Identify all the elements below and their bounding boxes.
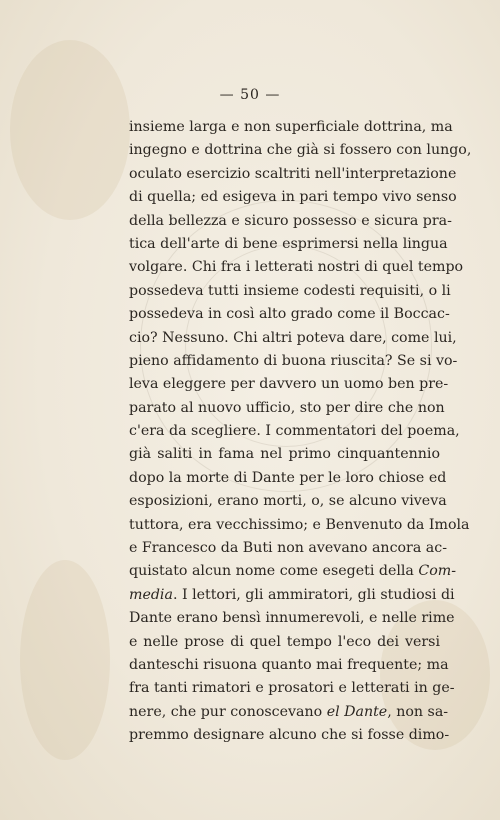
paper-stain xyxy=(10,40,130,220)
italic-text: Com- xyxy=(418,563,457,580)
text-line: già saliti in fama nel primo cinquantennio xyxy=(129,446,440,463)
text-line: quistato alcun nome come esegeti della Com- xyxy=(129,563,457,580)
text-line: danteschi risuona quanto mai frequente; ma xyxy=(129,656,449,673)
text-line: insieme larga e non superficiale dottrina, ma xyxy=(129,119,453,135)
italic-text: el Dante xyxy=(326,703,388,720)
text-line: parato al nuovo ufficio, sto per dire che non xyxy=(129,399,445,416)
text-line: tica dell'arte di bene esprimersi nella lingua xyxy=(129,235,448,252)
text-line: tuttora, era vecchissimo; e Benvenuto da Imola xyxy=(129,516,470,533)
text-line: di quella; ed esigeva in pari tempo vivo senso xyxy=(129,189,457,206)
text-line: della bellezza e sicuro possesso e sicura pra- xyxy=(129,212,452,229)
text-line: e nelle prose di quel tempo l'eco dei versi xyxy=(129,633,440,650)
text-line: nere, che pur conoscevano el Dante, non sa- xyxy=(129,703,449,720)
text-line: possedeva tutti insieme codesti requisiti, o li xyxy=(129,282,451,299)
text-line: pieno affidamento di buona riuscita? Se si vo- xyxy=(129,352,458,369)
text-line: dopo la morte di Dante per le loro chiose ed xyxy=(129,469,447,486)
text-line: possedeva in così alto grado come il Boccac- xyxy=(129,306,450,323)
text-line: Dante erano bensì innumerevoli, e nelle rime xyxy=(129,610,455,627)
text-line: volgare. Chi fra i letterati nostri di quel tempo xyxy=(129,259,464,276)
paper-stain xyxy=(20,560,110,760)
page-number: — 50 — xyxy=(219,87,281,103)
text-line: oculato esercizio scaltriti nell'interpretazione xyxy=(129,165,457,182)
text-line: e Francesco da Buti non avevano ancora ac- xyxy=(129,540,447,557)
text-line: cio? Nessuno. Chi altri poteva dare, come lui, xyxy=(129,329,457,346)
body-text xyxy=(129,116,472,748)
text-line: fra tanti rimatori e prosatori e letterati in ge- xyxy=(129,680,455,697)
text-line: ingegno e dottrina che già si fossero con lungo, xyxy=(129,142,472,159)
text-line: media. I lettori, gli ammiratori, gli studiosi di xyxy=(129,586,455,603)
text-line: premmo designare alcuno che si fosse dimo- xyxy=(129,727,450,744)
text-line: leva eleggere per davvero un uomo ben pre- xyxy=(129,376,449,393)
text-line: esposizioni, erano morti, o, se alcuno viveva xyxy=(129,493,447,510)
italic-text: media xyxy=(129,586,173,603)
text-line: c'era da scegliere. I commentatori del poema, xyxy=(129,423,460,440)
